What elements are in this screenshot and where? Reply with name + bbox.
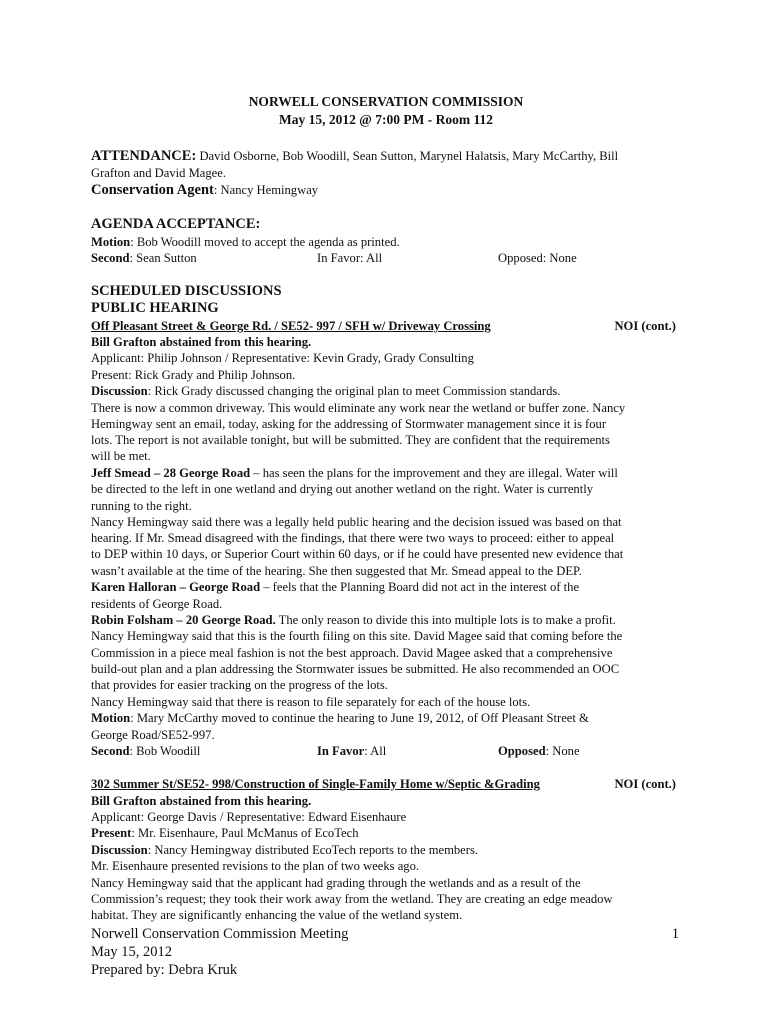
robin-folsham-comment [91, 612, 681, 628]
item2-title: 302 Summer St/SE52- 998/Construction of Single-Family Home w/Septic &Grading [91, 777, 540, 791]
motion-text: : Mary McCarthy moved to continue the hearing to June 19, 2012, of Off Pleasant Street & [130, 711, 589, 725]
discussion-label: Discussion [91, 384, 148, 398]
opposed-label: Opposed [498, 744, 546, 758]
speaker-text: The only reason to divide this into multiple lots is to make a profit. [275, 613, 616, 627]
item1-motion-2: George Road/SE52-997. [91, 728, 215, 742]
public-hearing-heading: PUBLIC HEARING [91, 300, 219, 316]
item2-title-row [91, 776, 681, 792]
speaker-text: – has seen the plans for the improvement and they are illegal. Water will [250, 466, 618, 480]
opposed-text: : None [545, 744, 580, 758]
body-line: wasn’t available at the time of the hearing. She then suggested that Mr. Smead appeal to the DEP. [91, 564, 582, 578]
second-label: Second [91, 251, 130, 265]
item1-applicant: Applicant: Philip Johnson / Representative: Kevin Grady, Grady Consulting [91, 351, 474, 365]
item2-present [91, 825, 681, 841]
body-line: be directed to the left in one wetland and drying out another wetland on the right. Water is currently [91, 482, 593, 496]
second-text: : Bob Woodill [129, 744, 201, 758]
body-line: lots. The report is not available tonight, but will be submitted. They are confident that the requirements [91, 433, 610, 447]
item1-discussion [91, 383, 681, 399]
jeff-smead-comment [91, 465, 681, 481]
motion-label: Motion [91, 711, 131, 725]
body-line: Hemingway sent an email, today, asking for the addressing of Stormwater management since it is four [91, 417, 607, 431]
body-line: Commission in a piece meal fashion is not the best approach. David Magee asked that a comprehensive [91, 646, 613, 660]
motion-label: Motion [91, 235, 131, 249]
body-line: build-out plan and a plan addressing the Stormwater issues be submitted. He also recommended an OOC [91, 662, 620, 676]
body-line: residents of George Road. [91, 597, 223, 611]
item2-status: NOI (cont.) [614, 777, 676, 791]
meeting-date: May 15, 2012 @ 7:00 PM - Room 112 [279, 112, 493, 127]
in-favor-label: In Favor [317, 744, 365, 758]
present-text: : Mr. Eisenhaure, Paul McManus of EcoTech [131, 826, 359, 840]
speaker-name: Robin Folsham – 20 George Road. [91, 613, 276, 627]
item1-status: NOI (cont.) [614, 319, 676, 333]
attendance-names-2: Grafton and David Magee. [91, 166, 226, 180]
footer-prepared-by: Prepared by: Debra Kruk [91, 962, 238, 978]
in-favor [317, 743, 386, 759]
footer-date: May 15, 2012 [91, 944, 172, 960]
document-title: NORWELL CONSERVATION COMMISSION [248, 94, 524, 109]
item1-abstain: Bill Grafton abstained from this hearing. [91, 335, 312, 349]
item1-motion [91, 710, 681, 726]
karen-halloran-comment [91, 579, 681, 595]
item1-title: Off Pleasant Street & George Rd. / SE52- 997 / SFH w/ Driveway Crossing [91, 319, 491, 333]
body-line: to DEP within 10 days, or Superior Court within 60 days, or if he could have presented new evidence that [91, 547, 624, 561]
body-line: that provides for easier tracking on the progress of the lots. [91, 678, 388, 692]
body-line: running to the right. [91, 499, 192, 513]
speaker-name: Karen Halloran – George Road [91, 580, 261, 594]
opposed [498, 743, 580, 759]
footer-line-1 [91, 925, 681, 943]
in-favor: In Favor: All [317, 251, 383, 265]
body-line: habitat. They are significantly enhancing the value of the wetland system. [91, 908, 463, 922]
speaker-text: – feels that the Planning Board did not act in the interest of the [260, 580, 580, 594]
body-line: will be met. [91, 449, 151, 463]
body-line: Nancy Hemingway said that there is reason to file separately for each of the house lots. [91, 695, 531, 709]
attendance-label: ATTENDANCE: [91, 148, 197, 164]
agent-line [91, 182, 681, 198]
item1-title-row [91, 318, 681, 334]
agenda-heading: AGENDA ACCEPTANCE: [91, 216, 261, 232]
body-line: Commission’s request; they took their work away from the wetland. They are creating an edge meadow [91, 892, 613, 906]
agenda-motion [91, 234, 681, 250]
item1-vote [91, 743, 681, 759]
attendance-line [91, 148, 681, 164]
discussion-text: : Nancy Hemingway distributed EcoTech reports to the members. [147, 843, 479, 857]
item2-applicant: Applicant: George Davis / Representative: Edward Eisenhaure [91, 810, 407, 824]
item2-discussion [91, 842, 681, 858]
motion-text: : Bob Woodill moved to accept the agenda as printed. [130, 235, 400, 249]
scheduled-heading: SCHEDULED DISCUSSIONS [91, 283, 282, 299]
body-line: Nancy Hemingway said there was a legally held public hearing and the decision issued was based on that [91, 515, 622, 529]
discussion-label: Discussion [91, 843, 148, 857]
in-favor-text: : All [364, 744, 387, 758]
agent-name: : Nancy Hemingway [213, 183, 319, 197]
speaker-name: Jeff Smead – 28 George Road [91, 466, 251, 480]
item1-present: Present: Rick Grady and Philip Johnson. [91, 368, 296, 382]
footer-meeting: Norwell Conservation Commission Meeting [91, 926, 349, 942]
item2-abstain: Bill Grafton abstained from this hearing. [91, 794, 312, 808]
present-label: Present [91, 826, 132, 840]
agenda-vote [91, 250, 681, 266]
discussion-text: : Rick Grady discussed changing the original plan to meet Commission standards. [147, 384, 561, 398]
attendance-names: David Osborne, Bob Woodill, Sean Sutton, Marynel Halatsis, Mary McCarthy, Bill [199, 149, 619, 163]
body-line: Nancy Hemingway said that the applicant had grading through the wetlands and as a result of the [91, 876, 581, 890]
body-line: Nancy Hemingway said that this is the fourth filing on this site. David Magee said that coming before the [91, 629, 623, 643]
body-line: hearing. If Mr. Smead disagreed with the findings, that there were two ways to proceed: either to appeal [91, 531, 615, 545]
second-label: Second [91, 744, 130, 758]
agent-label: Conservation Agent [91, 182, 214, 198]
body-line: There is now a common driveway. This would eliminate any work near the wetland or buffer zone. Nancy [91, 401, 626, 415]
page-number: 1 [671, 926, 679, 942]
body-line: Mr. Eisenhaure presented revisions to the plan of two weeks ago. [91, 859, 420, 873]
opposed: Opposed: None [498, 251, 577, 265]
second-text: : Sean Sutton [129, 251, 197, 265]
